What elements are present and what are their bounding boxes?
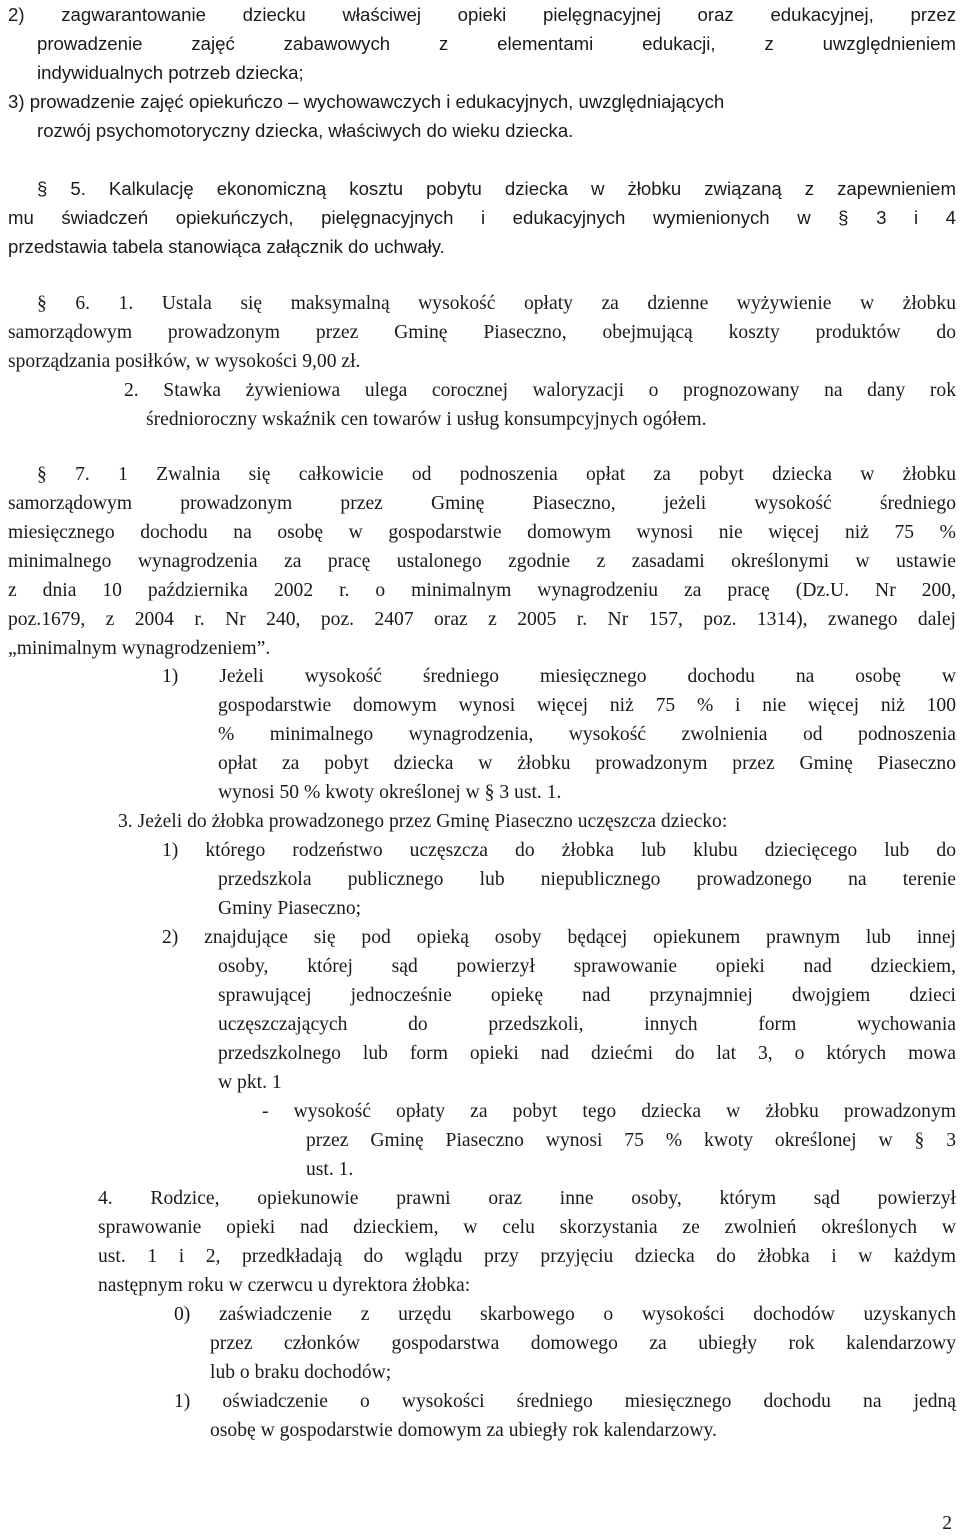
text-line: § 7. 1 Zwalnia się całkowicie od podnoszenia opłat za pobyt dziecka w żłobku — [37, 464, 956, 485]
paragraph-7-3 — [118, 807, 956, 836]
text-line: przez członków gospodarstwa domowego za ubiegły rok kalendarzowy — [210, 1333, 956, 1354]
paragraph-6-1 — [8, 289, 956, 376]
text-line: przez Gminę Piaseczno wynosi 75 % kwoty określonej w § 3 — [306, 1130, 956, 1151]
paragraph-7-3-dash-item — [262, 1097, 956, 1184]
paragraph-6-2 — [8, 376, 956, 434]
paragraph-7-3-item-1 — [162, 836, 956, 923]
text-line: prowadzenie zajęć zabawowych z elementami edukacji, z uwzględnieniem — [37, 33, 956, 54]
text-line: przedstawia tabela stanowiąca załącznik do uchwały. — [8, 236, 445, 257]
text-line: samorządowym prowadzonym przez Gminę Piaseczno, obejmującą koszty produktów do — [8, 322, 956, 343]
text-line: gospodarstwie domowym wynosi więcej niż 75 % i nie więcej niż 100 — [218, 695, 956, 716]
text-line: lub o braku dochodów; — [210, 1362, 392, 1383]
text-line: „minimalnym wynagrodzeniem”. — [8, 638, 271, 659]
text-line: § 6. 1. Ustala się maksymalną wysokość opłaty za dzienne wyżywienie w żłobku — [37, 293, 956, 314]
text-line: średnioroczny wskaźnik cen towarów i usług konsumpcyjnych ogółem. — [146, 409, 707, 430]
text-line: opłat za pobyt dziecka w żłobku prowadzonym przez Gminę Piaseczno — [218, 753, 956, 774]
text-line: % minimalnego wynagrodzenia, wysokość zwolnienia od podnoszenia — [218, 724, 956, 745]
text-line: 1) oświadczenie o wysokości średniego miesięcznego dochodu na jedną — [174, 1391, 956, 1412]
text-line: sprawowanie opieki nad dzieckiem, w celu skorzystania ze zwolnień określonych w — [98, 1217, 956, 1238]
paragraph-7-1 — [8, 460, 956, 663]
text-line: samorządowym prowadzonym przez Gminę Piaseczno, jeżeli wysokość średniego — [8, 493, 956, 514]
text-line: ust. 1 i 2, przedkładają do wglądu przy przyjęciu dziecka do żłobka i w każdym — [98, 1246, 956, 1267]
paragraph-7-1-item-1 — [162, 662, 956, 807]
paragraph-7-4-item-1 — [174, 1387, 956, 1445]
text-line: mu świadczeń opiekuńczych, pielęgnacyjnych i edukacyjnych wymienionych w § 3 i 4 — [8, 207, 956, 228]
text-line: poz.1679, z 2004 r. Nr 240, poz. 2407 oraz z 2005 r. Nr 157, poz. 1314), zwanego dalej — [8, 609, 956, 630]
item-2 — [8, 0, 956, 87]
page-number: 2 — [942, 1513, 952, 1534]
text-line: 1) Jeżeli wysokość średniego miesięcznego dochodu na osobę w — [162, 666, 956, 687]
text-line: z dnia 10 października 2002 r. o minimalnym wynagrodzeniu za pracę (Dz.U. Nr 200, — [8, 580, 956, 601]
paragraph-7-4-item-0 — [174, 1300, 956, 1387]
text-line: miesięcznego dochodu na osobę w gospodarstwie domowym wynosi nie więcej niż 75 % — [8, 522, 956, 543]
text-line: 3) prowadzenie zajęć opiekuńczo – wychowawczych i edukacyjnych, uwzględniających — [8, 91, 725, 112]
text-line: 0) zaświadczenie z urzędu skarbowego o wysokości dochodów uzyskanych — [174, 1304, 956, 1325]
text-line: sporządzania posiłków, w wysokości 9,00 zł. — [8, 351, 361, 372]
text-line: § 5. Kalkulację ekonomiczną kosztu pobytu dziecka w żłobku związaną z zapewnieniem — [37, 178, 956, 199]
item-3 — [8, 87, 956, 145]
text-line: przedszkola publicznego lub niepublicznego prowadzonego na terenie — [218, 869, 956, 890]
paragraph-5 — [8, 174, 956, 261]
text-line: następnym roku w czerwcu u dyrektora żłobka: — [98, 1275, 471, 1296]
text-line: przedszkolnego lub form opieki nad dziećmi do lat 3, o których mowa — [218, 1043, 956, 1064]
text-line: minimalnego wynagrodzenia za pracę ustalonego zgodnie z zasadami określonymi w ustawie — [8, 551, 956, 572]
text-line: indywidualnych potrzeb dziecka; — [37, 62, 304, 83]
text-line: Gminy Piaseczno; — [218, 898, 362, 919]
paragraph-7-3-item-2 — [162, 923, 956, 1097]
paragraph-7-4 — [8, 1184, 956, 1300]
text-line: 1) którego rodzeństwo uczęszcza do żłobka lub klubu dziecięcego lub do — [162, 840, 956, 861]
text-line: - wysokość opłaty za pobyt tego dziecka w żłobku prowadzonym — [262, 1101, 956, 1122]
text-line: rozwój psychomotoryczny dziecka, właściwych do wieku dziecka. — [37, 120, 574, 141]
text-line: 3. Jeżeli do żłobka prowadzonego przez Gminę Piaseczno uczęszcza dziecko: — [118, 811, 728, 832]
text-line: osoby, której sąd powierzył sprawowanie opieki nad dzieckiem, — [218, 956, 956, 977]
text-line: uczęszczających do przedszkoli, innych form wychowania — [218, 1014, 956, 1035]
text-line: 2. Stawka żywieniowa ulega corocznej waloryzacji o prognozowany na dany rok — [124, 380, 956, 401]
text-line: 4. Rodzice, opiekunowie prawni oraz inne osoby, którym sąd powierzył — [98, 1188, 956, 1209]
text-line: osobę w gospodarstwie domowym za ubiegły rok kalendarzowy. — [210, 1420, 717, 1441]
text-line: sprawującej jednocześnie opiekę nad przynajmniej dwojgiem dzieci — [218, 985, 956, 1006]
text-line: wynosi 50 % kwoty określonej w § 3 ust. 1. — [218, 782, 562, 803]
text-line: 2) znajdujące się pod opieką osoby będącej opiekunem prawnym lub innej — [162, 927, 956, 948]
text-line: ust. 1. — [306, 1159, 354, 1180]
text-line: w pkt. 1 — [218, 1072, 282, 1093]
text-line: 2) zagwarantowanie dziecku właściwej opieki pielęgnacyjnej oraz edukacyjnej, przez — [8, 4, 956, 25]
